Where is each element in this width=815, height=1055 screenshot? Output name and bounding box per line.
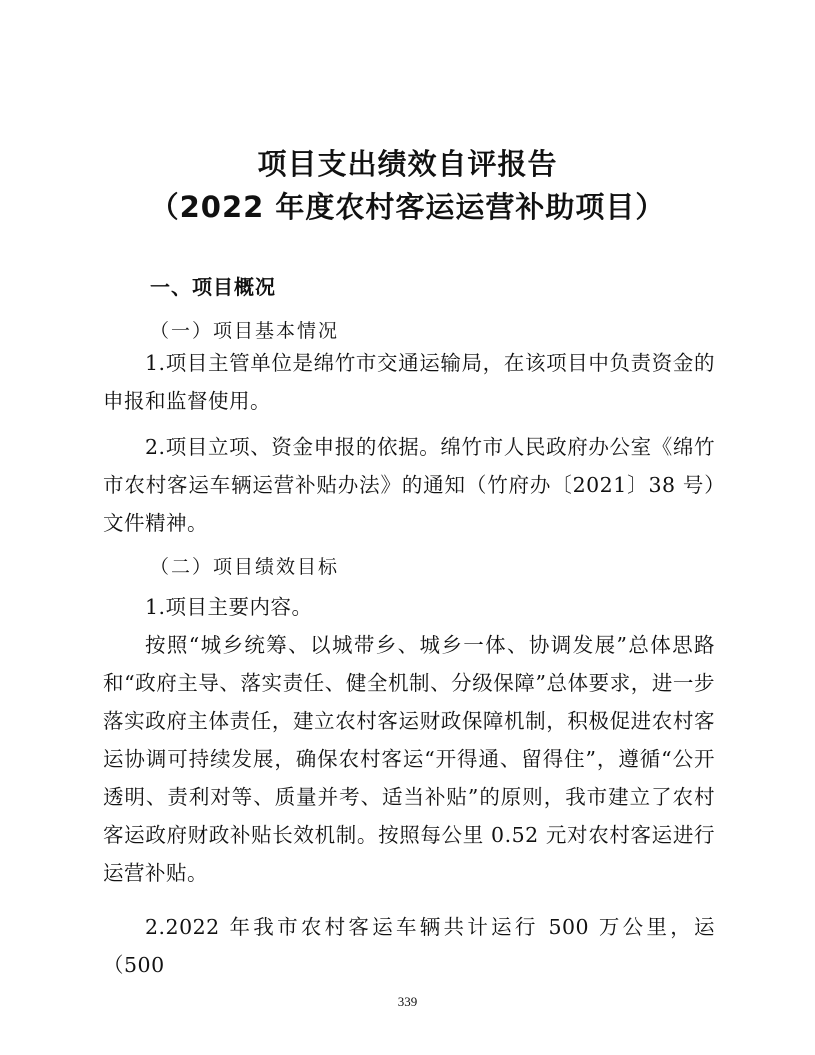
paragraph-project-basis: 2.项目立项、资金申报的依据。绵竹市人民政府办公室《绵竹市农村客运车辆运营补贴办法》的通知（竹府办〔2021〕38 号）文件精神。	[103, 435, 715, 535]
section-heading: 一、项目概况	[150, 275, 276, 299]
document-title: 项目支出绩效自评报告	[257, 147, 558, 181]
paragraph-operation-stats: 2.2022 年我市农村客运车辆共计运行 500 万公里，运（500	[103, 915, 715, 977]
subsection-heading-basic-info: （一）项目基本情况	[150, 320, 340, 342]
paragraph-main-content-label: 1.项目主要内容。	[145, 595, 313, 619]
paragraph-supervising-unit: 1.项目主管单位是绵竹市交通运输局，在该项目中负责资金的申报和监督使用。	[103, 351, 715, 413]
document-subtitle: （2022 年度农村客运运营补助项目）	[149, 190, 666, 224]
paragraph-main-content: 按照“城乡统筹、以城带乡、城乡一体、协调发展”总体思路和“政府主导、落实责任、健全机制、分级保障”总体要求，进一步落实政府主体责任，建立农村客运财政保障机制，积极促进农村客运协调可持续发展，确保农村客运“开得通、留得住”，遵循“公开透明、责利对等、质量并考、适当补贴”的原则，我市建立了农村客运政府财政补贴长效机制。按照每公里 0.52 元对农村客运进行运营补贴。	[103, 633, 715, 885]
subsection-heading-performance-goals: （二）项目绩效目标	[150, 556, 340, 578]
page-number: 339	[397, 994, 418, 1009]
